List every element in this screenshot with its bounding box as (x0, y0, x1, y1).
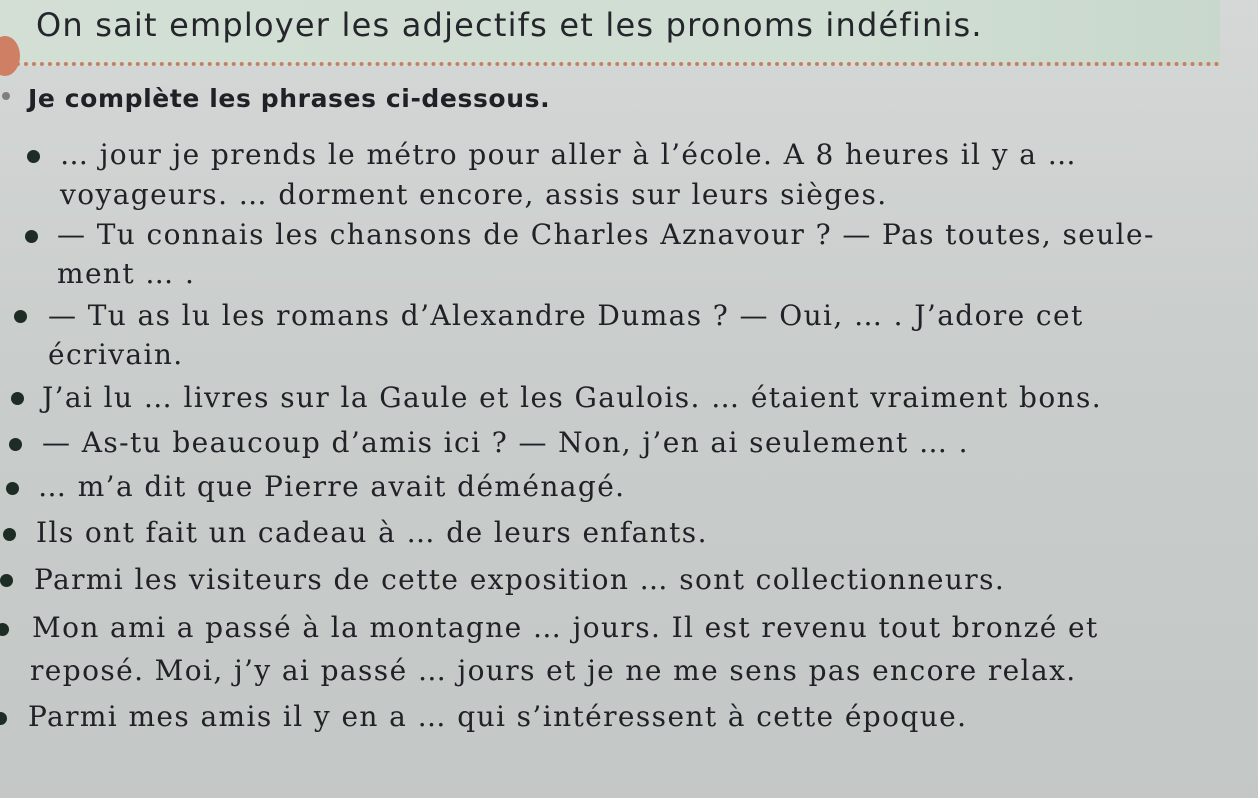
exercise-line: reposé. Moi, j’y ai passé … jours et je ne me sens pas encore relax. (30, 654, 1077, 687)
exercise-line: — Tu connais les chansons de Charles Aznavour ? — Pas toutes, seule- (57, 218, 1155, 251)
exercise-line: J’ai lu … livres sur la Gaule et les Gaulois. … étaient vraiment bons. (42, 381, 1103, 414)
exercise-line: Parmi mes amis il y en a … qui s’intéressent à cette époque. (28, 700, 968, 733)
exercise-line: — Tu as lu les romans d’Alexandre Dumas ? — Oui, … . J’adore cet (48, 299, 1084, 332)
exercise-line: … m’a dit que Pierre avait déménagé. (38, 470, 626, 503)
exercise-line: ment … . (57, 257, 196, 290)
bullet-icon (6, 482, 19, 495)
bullet-icon (27, 150, 40, 163)
exercise-line: — As-tu beaucoup d’amis ici ? — Non, j’en ai seulement … . (42, 426, 969, 459)
bullet-icon (3, 528, 16, 541)
exercise-instruction: Je complète les phrases ci-dessous. (28, 84, 551, 113)
bullet-icon (25, 230, 38, 243)
exercise-line: voyageurs. … dorment encore, assis sur leurs sièges. (60, 178, 888, 211)
exercise-line: Ils ont fait un cadeau à … de leurs enfants. (36, 516, 708, 549)
bullet-icon (9, 438, 22, 451)
exercise-line: écrivain. (48, 338, 184, 371)
exercise-line: Mon ami a passé à la montagne … jours. Il est revenu tout bronzé et (32, 611, 1099, 644)
bullet-icon (11, 392, 24, 405)
bullet-icon (0, 712, 7, 725)
exercise-line: Parmi les visiteurs de cette exposition … sont collectionneurs. (34, 563, 1006, 596)
bullet-icon (0, 574, 13, 587)
bullet-icon (0, 623, 9, 636)
bullet-icon (14, 310, 27, 323)
exercise-line: … jour je prends le métro pour aller à l’école. A 8 heures il y a … (60, 138, 1078, 171)
section-heading: On sait employer les adjectifs et les pronoms indéfinis. (36, 6, 983, 44)
